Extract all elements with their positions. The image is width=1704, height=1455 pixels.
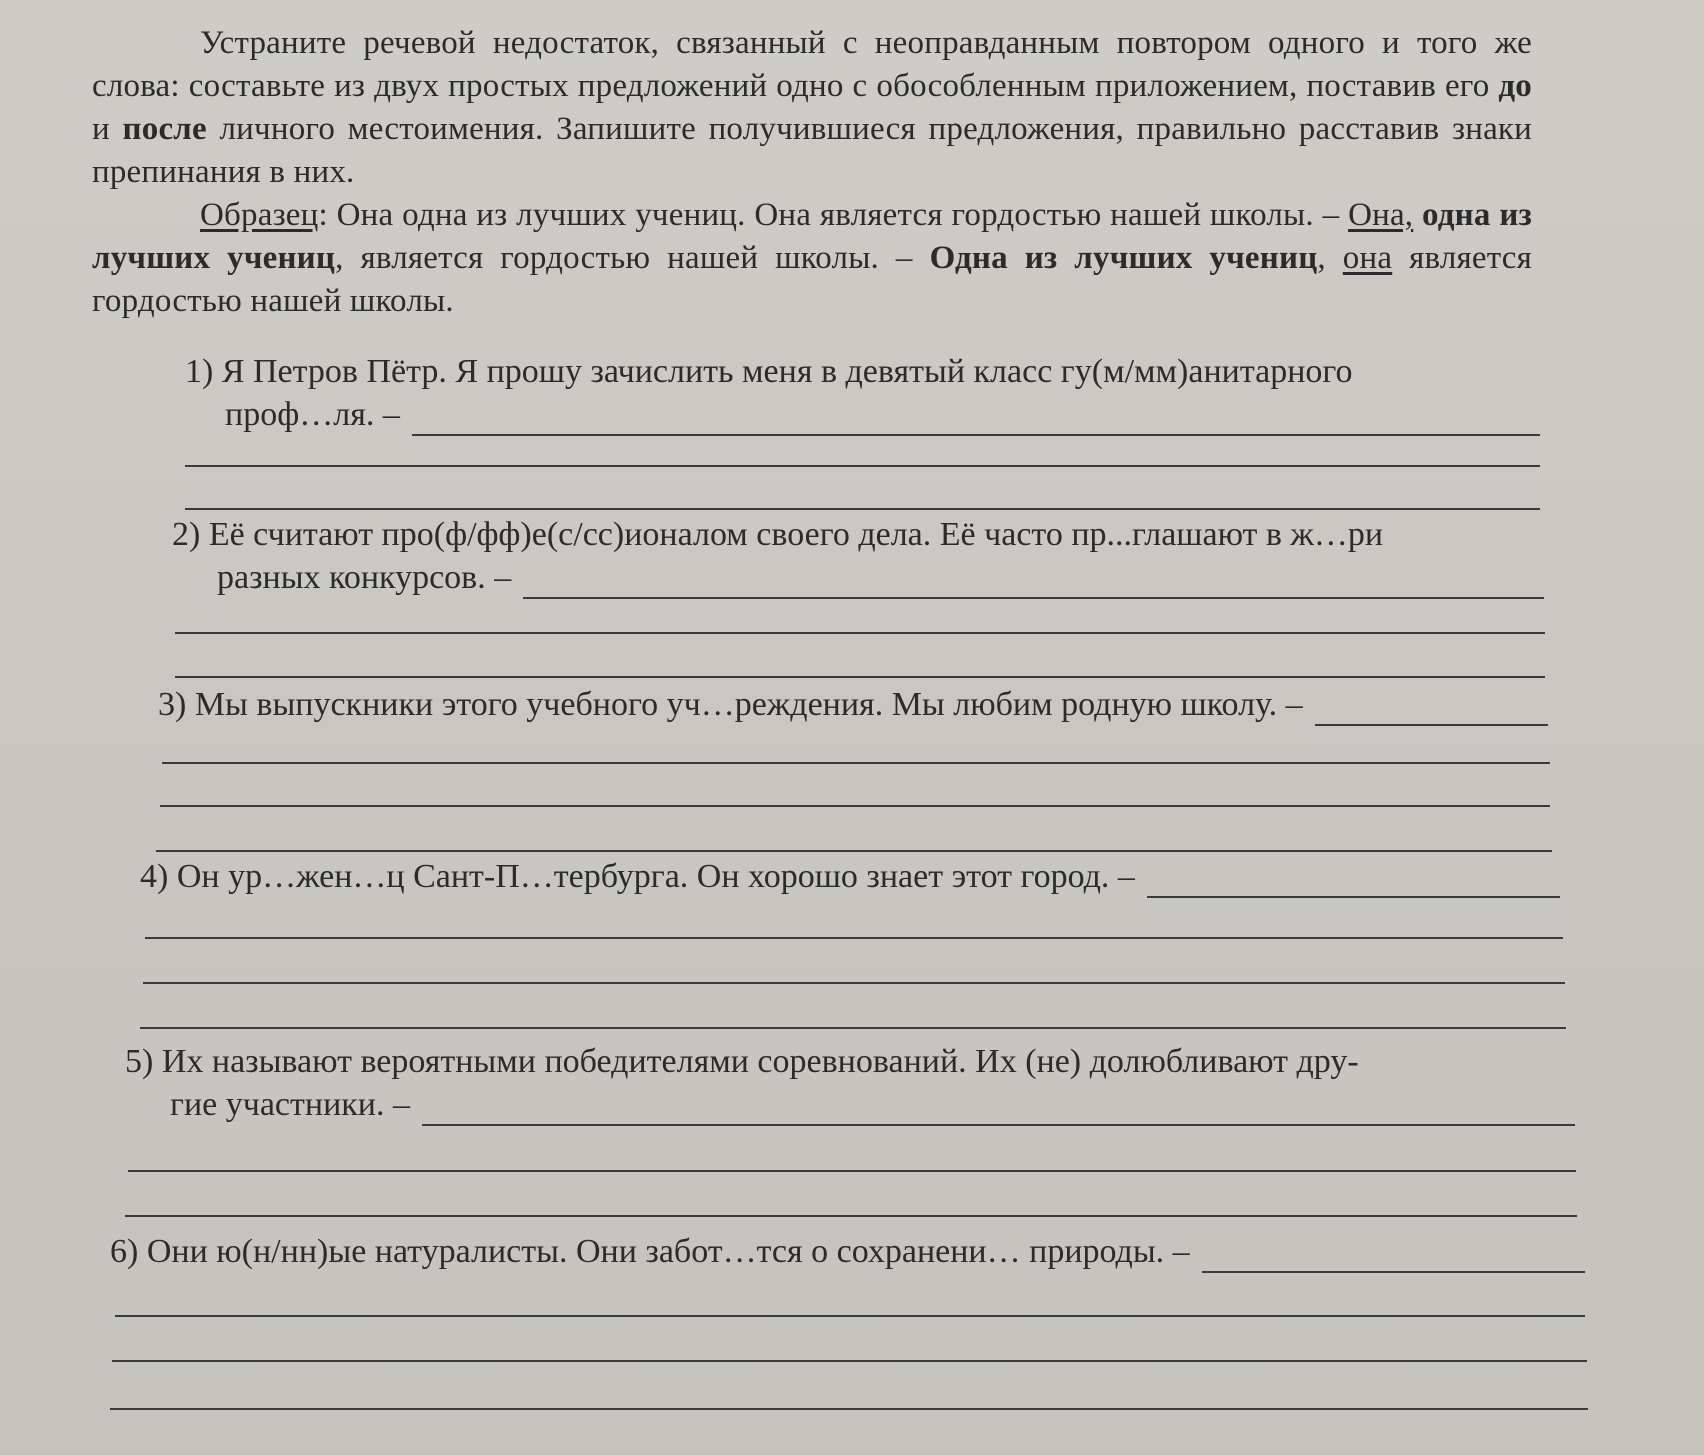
instruction-block (92, 22, 1532, 323)
sample-part1: : Она одна из лучших учениц. Она является гордостью нашей школы. – (318, 197, 1340, 233)
task-4 (140, 855, 1560, 898)
task-4-answer-blank[interactable] (1147, 866, 1560, 898)
task-4-cont (140, 855, 1560, 898)
sample-comma: , (1317, 240, 1326, 276)
sample-bold-b: Одна из лучших учениц (929, 240, 1318, 276)
task-3-line1: 3) Мы выпускники этого учебного уч…реждения. Мы любим родную школу. – (158, 686, 1303, 723)
instruction-bold-posle: после (122, 111, 207, 147)
task-4-answer-line[interactable] (143, 982, 1565, 984)
task-3-answer-line[interactable] (160, 805, 1550, 807)
task-2-line1: 2) Её считают про(ф/фф)е(с/сс)ионалом своего дела. Её часто пр...глашают в ж…ри (172, 516, 1384, 553)
task-2-answer-blank[interactable] (523, 567, 1544, 599)
sample-bold-a: одна из лучших учениц (92, 197, 1532, 276)
task-3-answer-blank[interactable] (1315, 694, 1548, 726)
sample-part2: , является гордостью нашей школы. – (335, 240, 913, 276)
task-6-answer-line[interactable] (112, 1360, 1587, 1362)
task-5-line2: гие участники. – (170, 1086, 410, 1123)
sample-part3: является гордостью нашей школы. (92, 240, 1533, 319)
instruction-and: и (92, 111, 110, 147)
task-2-line2: разных конкурсов. – (217, 559, 512, 596)
task-1-cont (185, 393, 1540, 436)
sample-ona: Она, (1348, 197, 1414, 233)
task-3-answer-line[interactable] (162, 762, 1550, 764)
task-4-line1: 4) Он ур…жен…ц Сант-П…тербурга. Он хорошо знает этот город. – (140, 858, 1135, 895)
task-1-answer-blank[interactable] (412, 404, 1540, 436)
task-6 (110, 1230, 1585, 1273)
task-1-answer-line[interactable] (185, 465, 1540, 467)
sample-paragraph (92, 194, 1532, 323)
task-4-answer-line[interactable] (145, 937, 1563, 939)
task-1-line2: проф…ля. – (225, 396, 400, 433)
sample-label: Образец (200, 197, 319, 233)
task-1-answer-line[interactable] (185, 508, 1540, 510)
sample-ona2: она (1342, 240, 1393, 276)
task-3-cont (158, 683, 1548, 726)
task-3 (158, 683, 1548, 726)
task-1 (185, 350, 1540, 436)
instruction-bold-do: до (1498, 68, 1532, 104)
instruction-text-2: личного местоимения. Запишите получившиеся предложения, правильно расставив знаки препинания в них. (92, 111, 1533, 190)
task-5 (125, 1040, 1575, 1126)
task-5-answer-blank[interactable] (422, 1094, 1575, 1126)
task-2-answer-line[interactable] (175, 632, 1545, 634)
task-2-answer-line[interactable] (175, 676, 1545, 678)
instruction-paragraph (92, 22, 1532, 194)
task-2 (172, 513, 1544, 599)
task-5-cont (125, 1083, 1575, 1126)
task-3-answer-line[interactable] (156, 850, 1552, 852)
instruction-text: Устраните речевой недостаток, связанный с неоправданным повтором одного и того же слова: составьте из двух простых предложений одно с обособленным приложением, поставив его (92, 25, 1532, 104)
task-6-line1: 6) Они ю(н/нн)ые натуралисты. Они забот…тся о сохранени… природы. – (110, 1233, 1190, 1270)
task-5-answer-line[interactable] (125, 1215, 1577, 1217)
task-2-cont (172, 556, 1544, 599)
task-6-answer-blank[interactable] (1202, 1241, 1585, 1273)
task-6-answer-line[interactable] (110, 1408, 1588, 1410)
task-5-answer-line[interactable] (128, 1170, 1576, 1172)
task-6-cont (110, 1230, 1585, 1273)
task-4-answer-line[interactable] (140, 1027, 1566, 1029)
task-6-answer-line[interactable] (115, 1315, 1585, 1317)
task-5-line1: 5) Их называют вероятными победителями соревнований. Их (не) долюбливают дру- (125, 1043, 1359, 1080)
task-1-line1: 1) Я Петров Пётр. Я прошу зачислить меня в девятый класс гу(м/мм)анитарного (185, 353, 1353, 390)
